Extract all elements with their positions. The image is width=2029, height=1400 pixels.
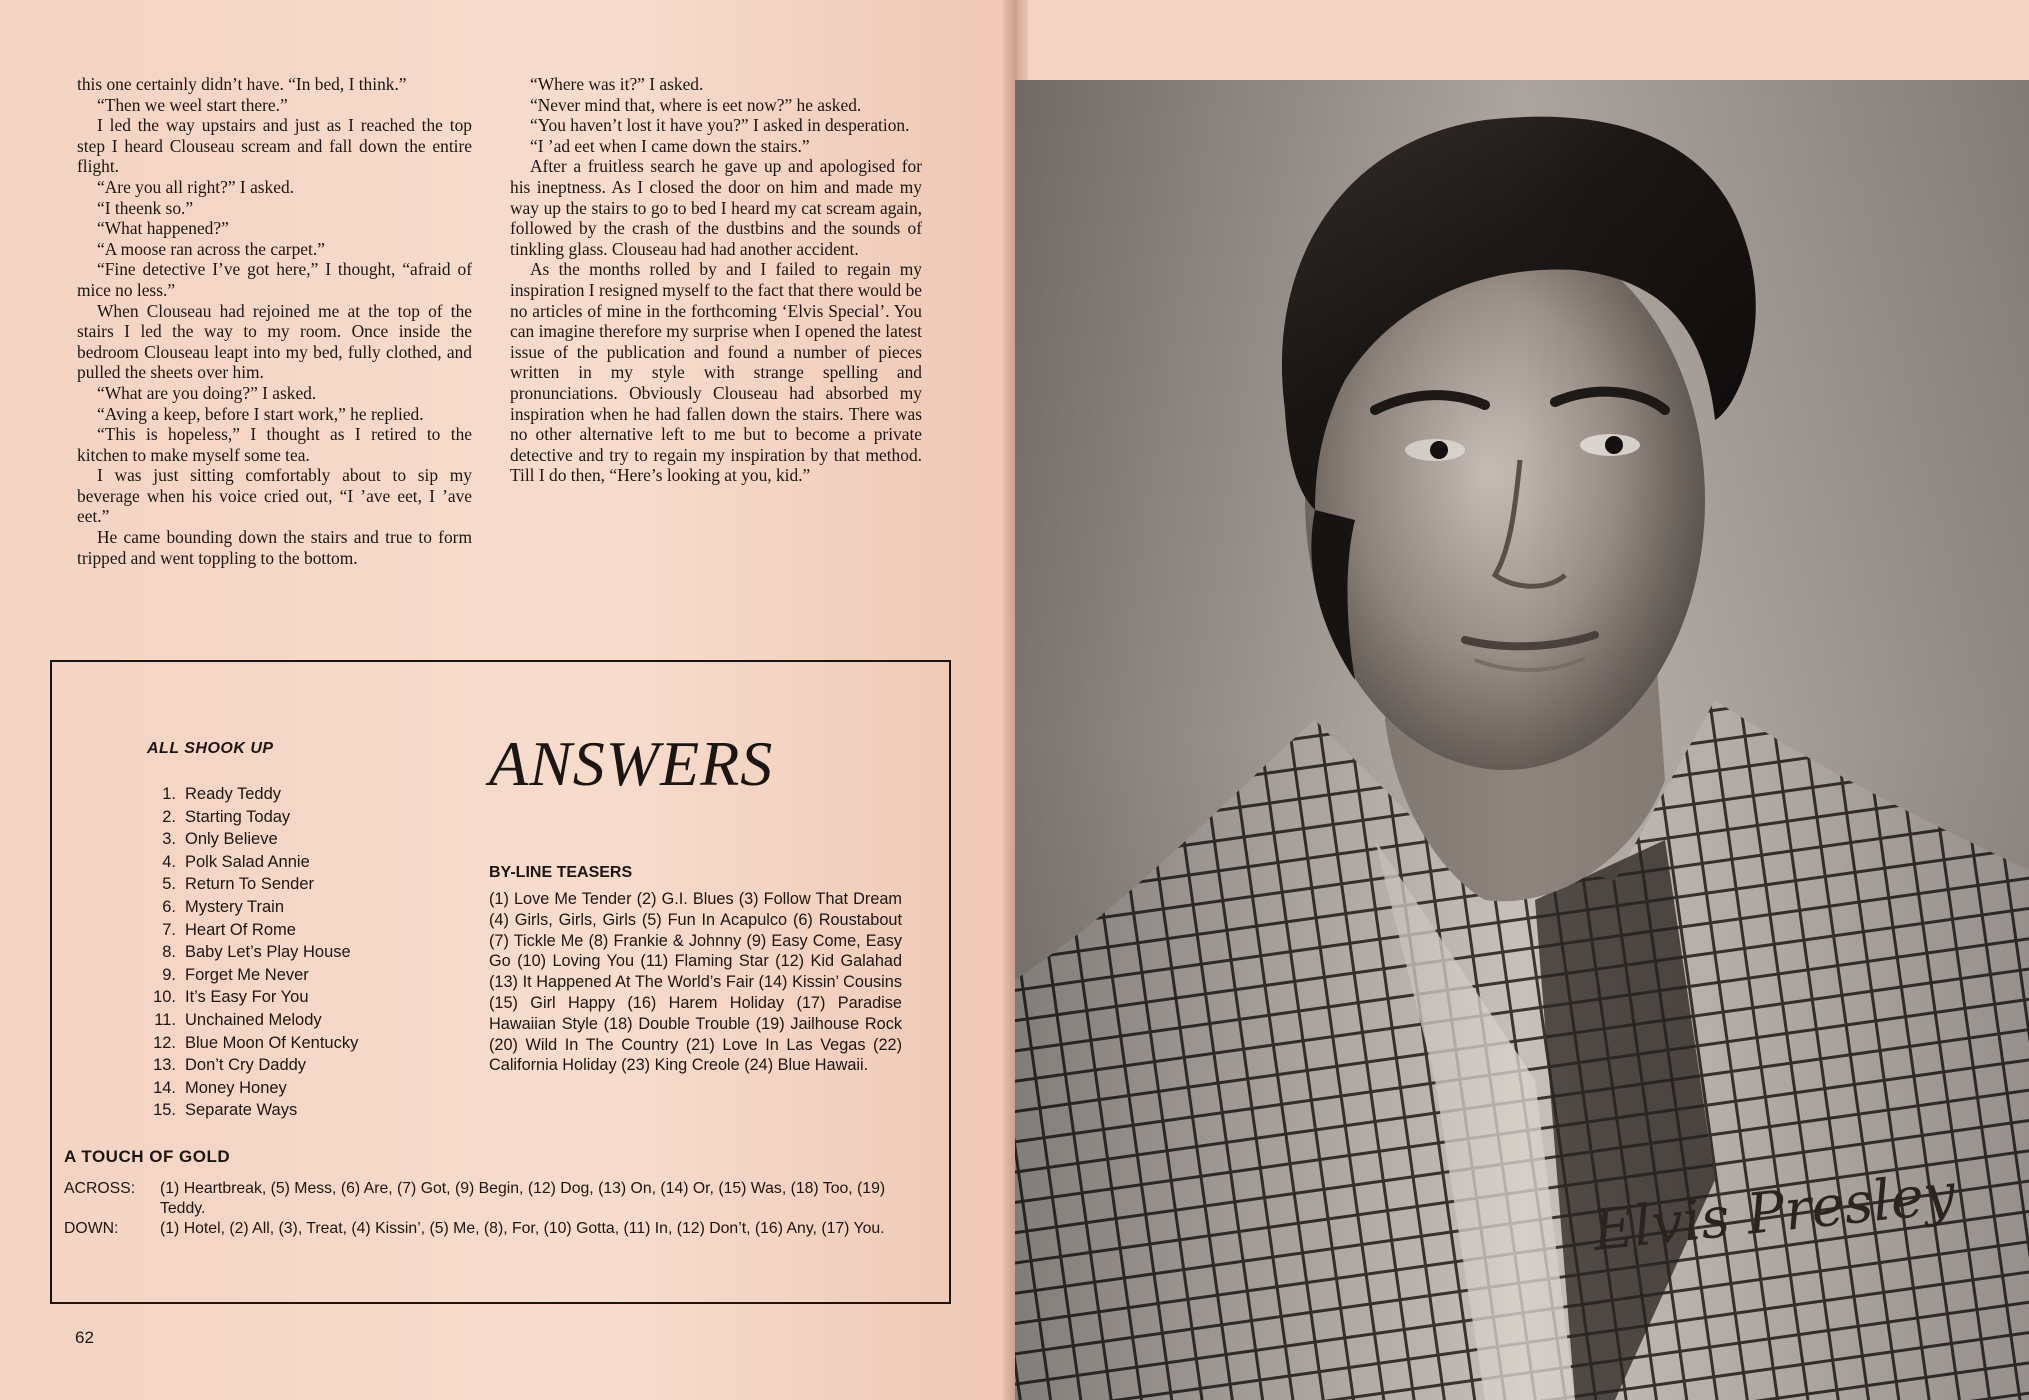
list-item-text: It’s Easy For You <box>185 988 309 1007</box>
list-item-text: Don’t Cry Daddy <box>185 1056 307 1075</box>
list-item-text: Starting Today <box>185 807 291 826</box>
list-item-text: Only Believe <box>185 830 278 849</box>
story-column-2 <box>510 74 922 486</box>
list-item-text: Baby Let’s Play House <box>185 943 351 962</box>
list-item <box>147 1054 358 1077</box>
list-item <box>147 1099 358 1122</box>
list-item-text: Blue Moon Of Kentucky <box>185 1033 359 1052</box>
all-shook-up-list <box>147 783 358 1122</box>
all-shook-up-heading: ALL SHOOK UP <box>147 740 274 757</box>
list-item <box>147 806 358 829</box>
touch-of-gold-heading: A TOUCH OF GOLD <box>64 1147 231 1166</box>
story-paragraph: As the months rolled by and I failed to regain my inspiration I resigned myself to the fact that there would be no articles of mine in the forthcoming ‘Elvis Special’. You can imagine therefore my surprise when I opened the latest issue of the publication and found a number of pieces written in my style with strange spelling and pronunciations. Obviously Clouseau had absorbed my inspiration when he had fallen down the stairs. There was no other alternative left to me but to become a private detective and try to regain my inspiration by that method. Till I do then, “Here’s looking at you, kid.” <box>510 259 922 486</box>
story-paragraph: “Never mind that, where is eet now?” he asked. <box>530 94 862 115</box>
list-item <box>147 919 358 942</box>
across-answers: (1) Heartbreak, (5) Mess, (6) Are, (7) Got, (9) Begin, (12) Dog, (13) On, (14) Or, (15) Was, (18) Too, (19) Teddy. <box>160 1180 886 1217</box>
page-number: 62 <box>75 1328 94 1347</box>
story-paragraph: “Are you all right?” I asked. <box>97 176 295 197</box>
list-item <box>147 964 358 987</box>
story-paragraph: “This is hopeless,” I thought as I retired to the kitchen to make myself some tea. <box>77 424 472 465</box>
list-item <box>147 783 358 806</box>
story-paragraph: I led the way upstairs and just as I reached the top step I heard Clouseau scream and fall down the entire flight. <box>77 115 472 177</box>
story-paragraph: “You haven’t lost it have you?” I asked in desperation. <box>530 115 910 136</box>
touch-of-gold-down <box>64 1219 934 1239</box>
story-paragraph: “I ’ad eet when I came down the stairs.” <box>530 135 810 156</box>
left-page <box>0 0 1010 1400</box>
story-paragraph: When Clouseau had rejoined me at the top of the stairs I led the way to my room. Once inside the bedroom Clouseau leapt into my bed, fully clothed, and pulled the sheets over him. <box>77 300 472 383</box>
list-item-text: Unchained Melody <box>185 1010 322 1029</box>
list-item-number: 1. <box>162 785 176 803</box>
list-item <box>147 986 358 1009</box>
story-paragraph: “Where was it?” I asked. <box>530 74 704 94</box>
list-item-number: 11. <box>154 1010 176 1029</box>
story-paragraph: I was just sitting comfortably about to sip my beverage when his voice cried out, “I ’ave eet, I ’ave eet.” <box>77 465 472 527</box>
list-item-number: 3. <box>162 830 176 849</box>
list-item <box>147 1077 358 1100</box>
list-item-number: 7. <box>162 920 176 939</box>
story-paragraph: “A moose ran across the carpet.” <box>97 238 325 259</box>
list-item <box>147 851 358 874</box>
story-paragraph: “What are you doing?” I asked. <box>97 382 317 403</box>
list-item <box>147 941 358 964</box>
list-item <box>147 1009 358 1032</box>
story-paragraph: “I theenk so.” <box>97 197 194 218</box>
list-item-number: 15. <box>153 1101 176 1120</box>
story-paragraph: this one certainly didn’t have. “In bed, I think.” <box>77 74 407 94</box>
elvis-portrait-photo <box>1015 80 2029 1400</box>
list-item-number: 9. <box>162 965 176 984</box>
story-paragraph: “Aving a keep, before I start work,” he replied. <box>97 403 424 424</box>
by-line-teasers-heading: BY-LINE TEASERS <box>489 864 633 881</box>
list-item-number: 8. <box>162 943 176 962</box>
list-item <box>147 873 358 896</box>
list-item-number: 14. <box>153 1078 176 1097</box>
list-item-number: 6. <box>162 897 176 916</box>
list-item <box>147 896 358 919</box>
by-line-teasers-text: (1) Love Me Tender (2) G.I. Blues (3) Follow That Dream (4) Girls, Girls, Girls (5) Fun In Acapulco (6) Roustabout (7) Tickle Me (8) Frankie & Johnny (9) Easy Come, Easy Go (10) Loving You (11) Flaming Star (12) Kid Galahad (13) It Happened At The World’s Fair (14) Kissin’ Cousins (15) Girl Happy (16) Harem Holiday (17) Paradise Hawaiian Style (18) Double Trouble (19) Jailhouse Rock (20) Wild In The Country (21) Love In Las Vegas (22) California Holiday (23) King Creole (24) Blue Hawaii. <box>489 890 902 1075</box>
story-column-1 <box>77 74 472 568</box>
list-item-text: Forget Me Never <box>185 965 309 984</box>
list-item-number: 5. <box>162 875 176 894</box>
list-item-number: 13. <box>153 1056 176 1075</box>
list-item-text: Return To Sender <box>185 875 315 894</box>
story-paragraph: “Then we weel start there.” <box>97 94 288 115</box>
list-item <box>147 828 358 851</box>
answers-box <box>50 660 951 1304</box>
story-paragraph: He came bounding down the stairs and true to form tripped and went toppling to the bottom. <box>77 527 472 568</box>
elvis-signature: Elvis Presley <box>1589 1161 1959 1264</box>
list-item-text: Separate Ways <box>185 1101 298 1120</box>
down-answers: (1) Hotel, (2) All, (3), Treat, (4) Kissin’, (5) Me, (8), For, (10) Gotta, (11) In, (12) Don’t, (16) Any, (17) You. <box>160 1220 885 1237</box>
list-item-number: 10. <box>153 988 176 1007</box>
across-label: ACROSS: <box>64 1180 136 1197</box>
story-paragraph: “What happened?” <box>97 218 229 239</box>
list-item-text: Ready Teddy <box>185 785 282 803</box>
story-paragraph: “Fine detective I’ve got here,” I thought, “afraid of mice no less.” <box>77 259 472 300</box>
list-item-number: 2. <box>162 807 176 826</box>
down-label: DOWN: <box>64 1220 119 1237</box>
story-paragraph: After a fruitless search he gave up and apologised for his ineptness. As I closed the door on him and made my way up the stairs to go to bed I heard my cat scream again, followed by the crash of the dustbins and the sounds of tinkling glass. Clouseau had had another accident. <box>510 156 922 259</box>
list-item-number: 12. <box>153 1033 176 1052</box>
list-item-text: Polk Salad Annie <box>185 852 310 871</box>
list-item-text: Money Honey <box>185 1078 287 1097</box>
list-item-number: 4. <box>162 852 176 871</box>
list-item-text: Heart Of Rome <box>185 920 296 939</box>
list-item <box>147 1032 358 1055</box>
answers-title: ANSWERS <box>489 728 774 799</box>
touch-of-gold-across <box>64 1179 934 1218</box>
list-item-text: Mystery Train <box>185 897 285 916</box>
